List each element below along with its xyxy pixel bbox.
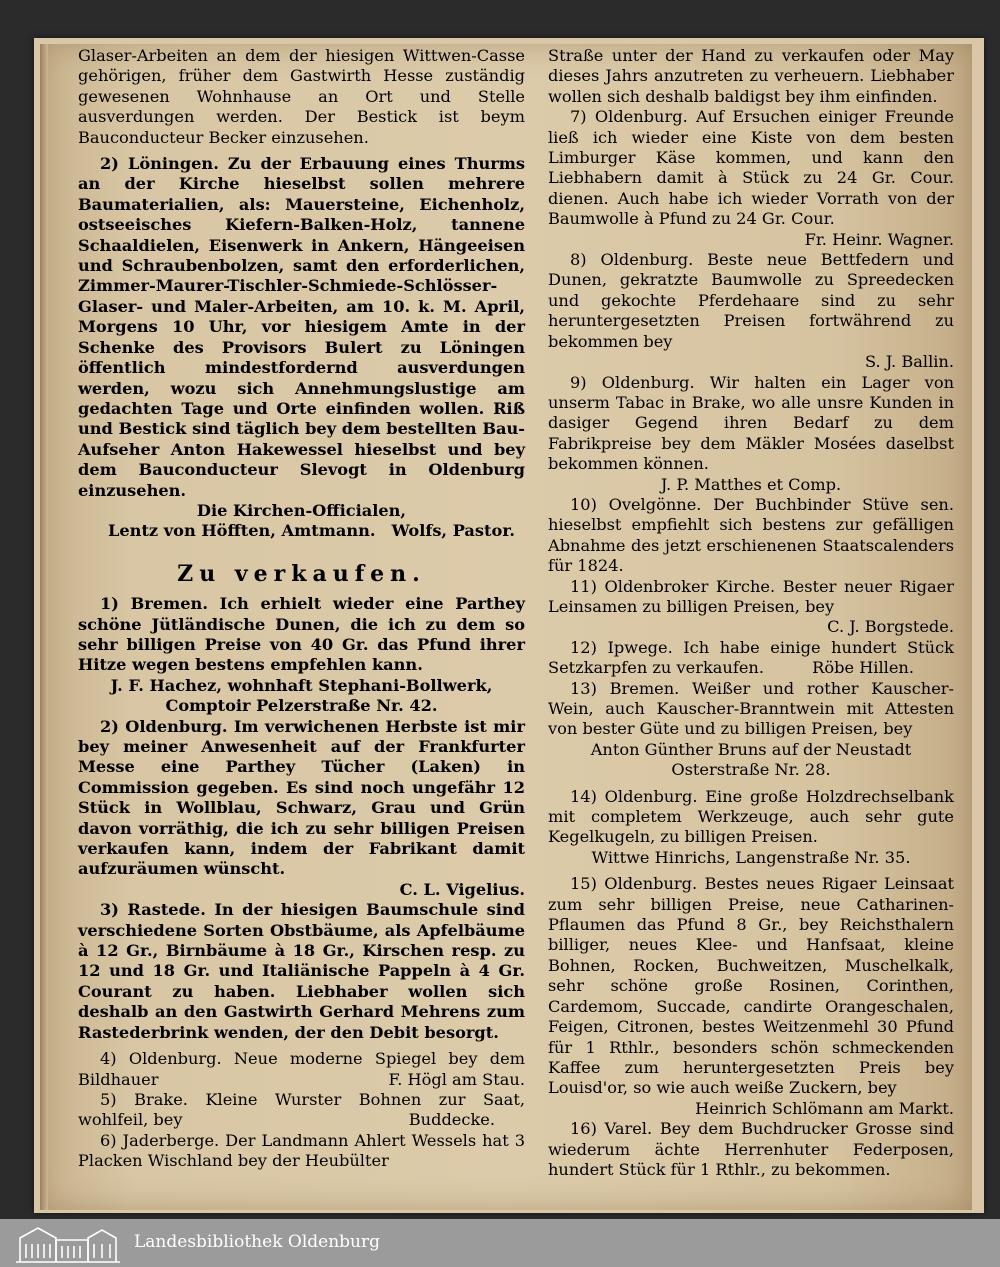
sale-item-1-signature: J. F. Hachez, wohnhaft Stephani-Bollwerk, Comptoir Pelzerstraße Nr. 42. (110, 675, 493, 716)
library-name: Landesbibliothek Oldenburg (134, 1232, 381, 1252)
sale-item-12-text: 12) Ipwege. Ich habe einige hundert Stück Setzkarpfen zu verkaufen. (548, 637, 954, 678)
section-heading-zu-verkaufen: Zu verkaufen. (177, 560, 426, 587)
left-column (78, 46, 525, 1172)
sale-item-9: 9) Oldenburg. Wir halten ein Lager von unserm Tabac in Brake, wo alle unsre Kunden in dasiger Gegend ihren Bedarf zu dem Fabrikpreise bey dem Mäkler Mosées daselbst bekommen können. (548, 372, 954, 474)
sale-item-11-signature: C. J. Borgstede. (827, 617, 954, 637)
sale-item-5-text: 5) Brake. Kleine Wurster Bohnen zur Saat, wohlfeil, bey (78, 1089, 525, 1130)
signature-kirchen-officialen: Die Kirchen-Officialen, (196, 500, 407, 520)
sale-item-4-signature: F. Högl am Stau. (388, 1069, 525, 1089)
sale-item-7: 7) Oldenburg. Auf Ersuchen einiger Freunde ließ ich wieder eine Kiste von dem besten Limburger Käse kommen, und kann den Liebhabern damit à Stück zu 24 Gr. Cour. dienen. Auch habe ich wieder Vorrath von der Baumwolle à Pfund zu 24 Gr. Cour. (548, 107, 954, 229)
signature-amtmann: Lentz von Höfften, Amtmann. (108, 521, 376, 541)
sale-item-3: 3) Rastede. In der hiesigen Baumschule sind verschiedene Sorten Obstbäume, als Apfelbäume à 12 Gr., Birnbäume à 18 Gr., Kirschen resp. zu 12 und 18 Gr. und Italiänische Pappeln à 4 Gr. Courant zu haben. Liebhaber wollen sich deshalb an den Gastwirth Gerhard Mehrens zum Rastederbrink wenden, der den Debit besorgt. (78, 900, 525, 1042)
sale-item-5 (78, 1090, 525, 1131)
sale-item-2-signature: C. L. Vigelius. (399, 879, 525, 899)
sale-item-5-signature: Buddecke. (408, 1110, 495, 1130)
sale-item-9-signature: J. P. Matthes et Comp. (660, 474, 842, 494)
footer-bar (0, 1219, 1000, 1267)
signature-pastor: Wolfs, Pastor. (391, 521, 515, 541)
sale-item-12 (548, 638, 954, 679)
notice-loeningen: 2) Löningen. Zu der Erbauung eines Thurms an der Kirche hieselbst sollen mehrere Baumaterialien, als: Mauersteine, Eichenholz, ostseeisches Kiefern-Balken-Holz, tannene Schaaldielen, Eisenwerk in Ankern, Hängeeisen und Schraubenbolzen, samt den erforderlichen, Zimmer-Maurer-Tischler-Schmiede-Schlösser-Glaser- und Maler-Arbeiten, am 10. k. M. April, Morgens 10 Uhr, vor hiesigem Amte in der Schenke des Provisors Bulert zu Löningen öffentlich mindestfordernd ausverdungen werden, wozu sich Annehmungslustige am gedachten Tage und Orte einfinden wollen. Riß und Bestick sind täglich bey dem bestellten Bau-Aufseher Anton Hakewessel hieselbst und bey dem Bauconducteur Slevogt in Oldenburg einzusehen. (78, 154, 525, 500)
sale-item-6: 6) Jaderberge. Der Landmann Ahlert Wessels hat 3 Placken Wischland bey der Heubülter (78, 1130, 525, 1171)
sale-item-4 (78, 1049, 525, 1090)
sale-item-14-signature: Wittwe Hinrichs, Langenstraße Nr. 35. (591, 847, 911, 867)
sale-item-11: 11) Oldenbroker Kirche. Bester neuer Rigaer Leinsamen zu billigen Preisen, bey (548, 576, 954, 616)
library-building-icon (12, 1224, 124, 1264)
sale-item-8-signature: S. J. Ballin. (865, 352, 954, 372)
right-column (548, 46, 954, 1180)
sale-item-15-signature: Heinrich Schlömann am Markt. (695, 1098, 954, 1118)
sale-item-13-signature: Anton Günther Bruns auf der Neustadt Osterstraße Nr. 28. (590, 739, 912, 780)
sale-item-1: 1) Bremen. Ich erhielt wieder eine Parthey schöne Jütländische Dunen, die ich zu dem so sehr billigen Preise von 40 Gr. das Pfund ihrer Hitze wegen bestens empfehlen kann. (78, 594, 525, 675)
sale-item-15: 15) Oldenburg. Bestes neues Rigaer Leinsaat zum sehr billigen Preise, neue Catharinen-Pflaumen das Pfund 8 Gr., bey Reichsthalern billiger, neues Klee- und Hanfsaat, kleine Bohnen, Rocken, Buchweitzen, Muschelkalk, sehr schöne große Rosinen, Corinthen, Cardemom, Succade, candirte Orangeschalen, Feigen, Citronen, bestes Weitzenmehl 30 Pfund für 1 Rthlr., besonders schön schmeckenden Kaffee zum heruntergesetzten Preis bey Louisd'or, so wie auch weiße Zuckern, bey (548, 874, 954, 1098)
signature-line (78, 521, 525, 541)
sale-item-13: 13) Bremen. Weißer und rother Kauscher-Wein, auch Kauscher-Branntwein mit Attesten von bester Güte und zu billigen Preisen, bey (548, 678, 954, 739)
sale-item-16: 16) Varel. Bey dem Buchdrucker Grosse sind wiederum ächte Herrenhuter Federposen, hundert Stück für 1 Rthlr., zu bekommen. (548, 1119, 954, 1179)
page-binding-edge (40, 44, 48, 1210)
sale-item-10: 10) Ovelgönne. Der Buchbinder Stüve sen. hieselbst empfiehlt sich bestens zur gefälligen Abnahme des jetzt erschienenen Staatscalenders für 1824. (548, 494, 954, 576)
sale-item-12-signature: Röbe Hillen. (812, 658, 914, 678)
sale-item-4-text: 4) Oldenburg. Neue moderne Spiegel bey dem Bildhauer (78, 1049, 525, 1089)
text-block: Glaser-Arbeiten an dem der hiesigen Wittwen-Casse gehörigen, früher dem Gastwirth Hesse zuständig gewesenen Wohnhause an Ort und Stelle ausverdungen werden. Der Bestick ist beym Bauconducteur Becker einzusehen. (78, 46, 525, 147)
sale-item-7-signature: Fr. Heinr. Wagner. (804, 229, 954, 249)
sale-item-8: 8) Oldenburg. Beste neue Bettfedern und Dunen, gekratzte Baumwolle zu Spreedecken und gekochte Pferdehaare sind zu sehr heruntergesetzten Preisen fortwährend zu bekommen bey (548, 250, 954, 351)
sale-item-2: 2) Oldenburg. Im verwichenen Herbste ist mir bey meiner Anwesenheit auf der Frankfurter Messe eine Parthey Tücher (Laken) in Commission gegeben. Es sind noch ungefähr 12 Stück in Wollblau, Schwarz, Grau und Grün davon vorräthig, die ich zu sehr billigen Preisen verkaufen kann, indem der Fabrikant damit aufzuräumen wünscht. (78, 716, 525, 879)
sale-item-14: 14) Oldenburg. Eine große Holzdrechselbank mit completem Werkzeuge, auch sehr gute Kegelkugeln, zu billigen Preisen. (548, 786, 954, 847)
sale-item-6-continued: Straße unter der Hand zu verkaufen oder May dieses Jahrs anzutreten zu verheuern. Liebhaber wollen sich deshalb baldigst bey ihm einfinden. (548, 46, 954, 106)
